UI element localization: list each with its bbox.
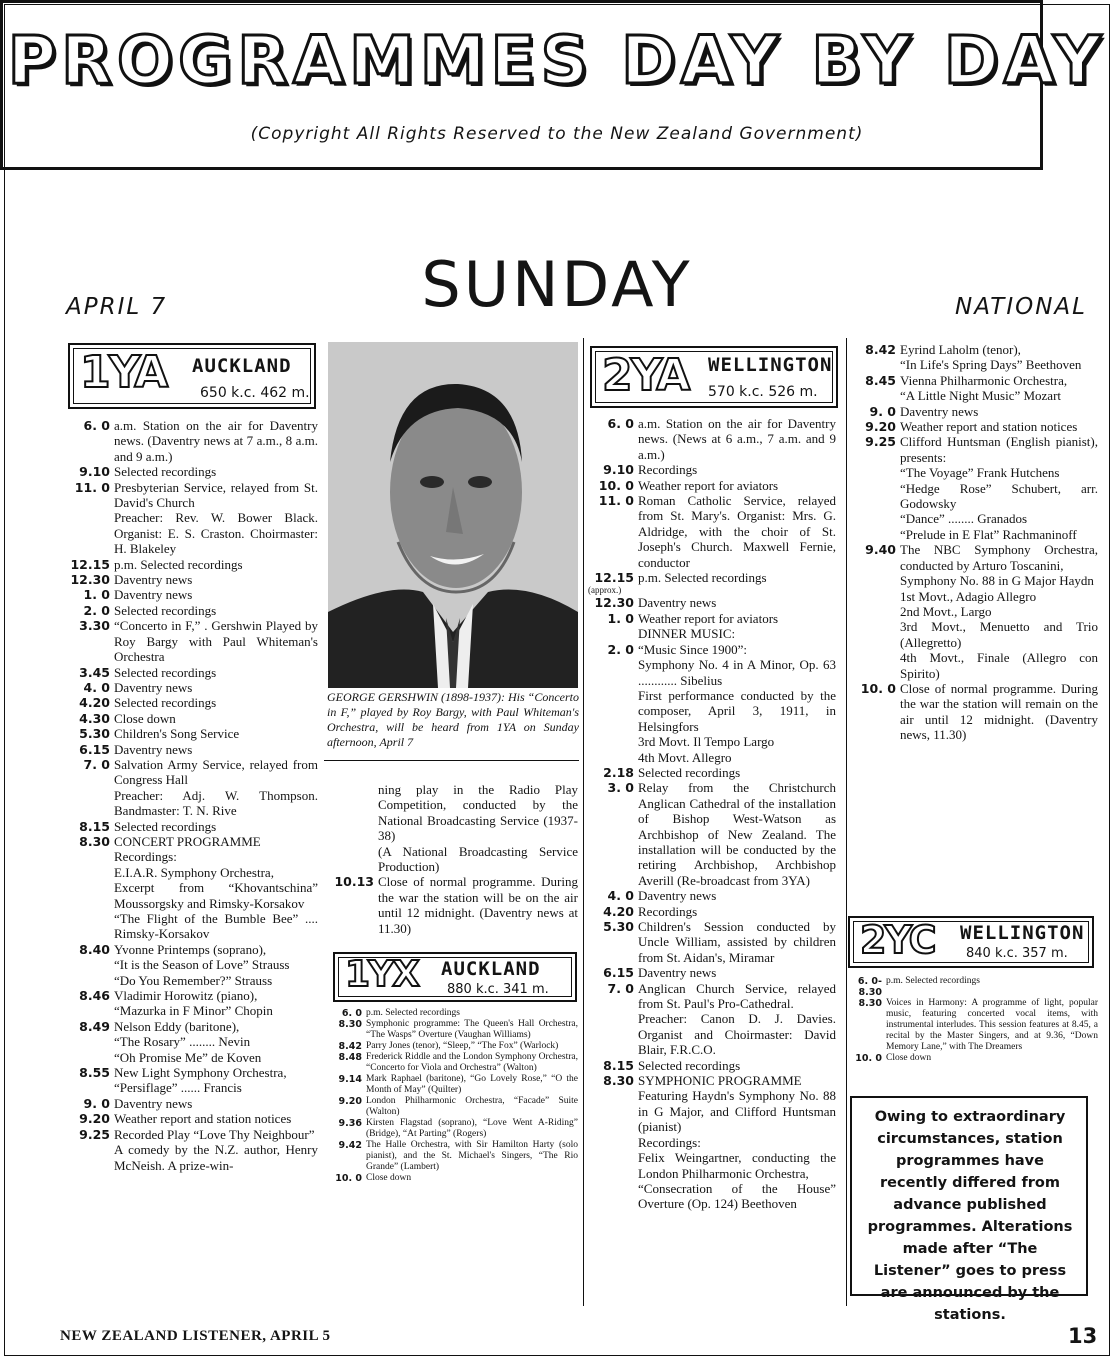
schedule-entry: Nelson Eddy (baritone), “The Rosary” ........ Nevin “Oh Promise Me” de Koven [114,1018,262,1065]
schedule-entry: Selected recordings [638,764,741,780]
schedule-entry: New Light Symphony Orchestra, “Persiflage” ...... Francis [114,1065,287,1096]
schedule-time: 10. 0 [598,477,634,493]
schedule-time: 11. 0 [598,493,634,509]
schedule-row [64,726,318,741]
schedule-entry: Daventry news [114,741,193,757]
schedule-time: 9.20 [865,419,896,435]
schedule-1yx [330,1008,578,1184]
schedule-time [328,782,378,874]
schedule-entry: The Halle Orchestra, with Sir Hamilton Harty (solo pianist), and the St. Michael's Singers, “The Rio Grande” (Lambert) [366,1140,578,1172]
schedule-row [64,1111,318,1126]
schedule-time: 12.30 [594,595,634,611]
schedule-time: 12.15 [70,556,110,572]
station-callsign: 2YC [860,918,935,962]
station-name: AUCKLAND [441,958,541,980]
schedule-entry: Vladimir Horowitz (piano), “Mazurka in F Minor” Chopin [114,988,273,1019]
schedule-row [588,780,836,888]
schedule-time: 12.30 [70,572,110,588]
footer-publication: NEW ZEALAND LISTENER, APRIL 5 [60,1328,331,1344]
schedule-time: 8.30 [603,1073,634,1089]
schedule-time: 8.15 [79,818,110,834]
schedule-row [64,557,318,572]
schedule-time: 6.15 [603,965,634,981]
schedule-row [64,988,318,1019]
schedule-entry: Weather report and station notices [900,419,1078,435]
schedule-entry: Vienna Philharmonic Orchestra, “A Little Night Music” Mozart [900,372,1068,404]
schedule-time: 8.48 [338,1052,362,1063]
portrait-image [328,342,578,688]
page-number: 13 [1068,1324,1098,1348]
schedule-entry: Daventry news [638,595,717,611]
schedule-row [64,587,318,602]
schedule-row [64,464,318,479]
station-callsign: 1YX [345,954,418,995]
schedule-row [64,572,318,587]
notice-text: Owing to extraordinary circumstances, station programmes have recently differed from advance published programmes. Alterations made after “The Listener” goes to press are announced by the stations. [867,1109,1073,1323]
schedule-row [64,834,318,942]
schedule-row [64,1127,318,1173]
schedule-time: 5.30 [603,919,634,934]
schedule-time: 6.15 [79,741,110,757]
schedule-time: 2. 0 [607,641,634,657]
station-callsign: 1YA [80,347,167,398]
schedule-entry: Symphonic programme: The Queen's Hall Orchestra, “The Wasps” Overture (Vaughan Williams) [366,1019,578,1040]
schedule-entry: Selected recordings [114,464,217,480]
schedule-time: 8.49 [79,1018,110,1034]
schedule-time: 9.25 [865,434,896,450]
station-frequency: 880 k.c. 341 m. [447,982,549,997]
schedule-row [850,373,1098,404]
schedule-entry: Daventry news [114,679,193,695]
schedule-time: 9. 0 [83,1095,110,1111]
schedule-time: 9.20 [338,1096,362,1107]
schedule-row [588,919,836,965]
schedule-row [330,1118,578,1140]
schedule-row [330,1008,578,1019]
schedule-entry: Roman Catholic Service, relayed from St. Mary's. Organist: Mrs. G. Aldridge, with the choir of St. Joseph's Church. Maxwell Fernie, conductor [638,493,836,570]
gershwin-portrait [328,342,578,688]
schedule-row [330,1074,578,1096]
schedule-row [588,888,836,903]
schedule-entry: SYMPHONIC PROGRAMME Featuring Haydn's Symphony No. 88 in G Major, and Clifford Huntsman (pianist) Recordings: Felix Weingartner, conducting the London Philharmonic Orchestra, “Consecration of the House” Overture (Op. 124) Beethoven [638,1073,836,1212]
schedule-row [850,404,1098,419]
schedule-time: 10.13 [334,874,374,890]
schedule-entry: Frederick Riddle and the London Symphony Orchestra, “Concerto for Viola and Orchestra” (Walton) [366,1052,578,1073]
notice-box [850,1096,1088,1323]
schedule-row [588,1058,836,1073]
schedule-entry: Weather report for aviators DINNER MUSIC: [638,610,779,642]
schedule-row [850,1053,1098,1064]
schedule-entry: Close down [886,1053,932,1063]
schedule-time: 4. 0 [607,888,634,904]
schedule-entry: Close down [114,710,176,726]
schedule-entry: Salvation Army Service, relayed from Congress Hall Preacher: Adj. W. Thompson. Bandmaster: T. N. Rive [114,756,318,819]
schedule-entry: Weather report for aviators [638,477,779,493]
schedule-row [588,765,836,780]
schedule-row [330,1140,578,1173]
caption-divider [324,760,579,761]
schedule-row [588,981,836,1058]
schedule-entry: p.m. Selected recordings [638,570,767,586]
schedule-row [330,1096,578,1118]
schedule-time: 9.14 [338,1074,362,1085]
schedule-entry: Selected recordings [114,602,217,618]
schedule-time: 6. 0-8.30 [857,976,882,998]
schedule-row [64,695,318,710]
schedule-entry: Recorded Play “Love Thy Neighbour” A comedy by the N.Z. author, Henry McNeish. A prize-win- [114,1126,318,1173]
station-frequency: 650 k.c. 462 m. [200,385,310,401]
schedule-entry: ning play in the Radio Play Competition, conducted by the National Broadcasting Service (1937-38) (A National Broadcasting Service Production) [378,782,578,875]
schedule-time: 8.45 [865,372,896,388]
schedule-time: 12.15 [594,570,634,586]
schedule-1ya-continued [328,782,578,936]
schedule-time: 5.30 [79,726,110,742]
schedule-time: 6. 0 [341,1008,362,1019]
schedule-time: 8.30 [338,1019,362,1030]
masthead [0,0,1107,170]
schedule-entry: Daventry news [638,965,717,981]
schedule-entry: “Music Since 1900”: Symphony No. 4 in A Minor, Op. 63 ............ Sibelius First performance conducted by the composer, April 3, 1911, in Helsingfors 3rd Movt. Il Tempo Largo 4th Movt. Allegro [638,641,836,765]
schedule-time: 4. 0 [83,679,110,695]
schedule-time: 4.20 [79,695,110,711]
schedule-entry: Recordings [638,462,698,478]
schedule-entry: Weather report and station notices [114,1111,292,1127]
column-divider [846,338,847,1306]
schedule-row [588,1073,836,1212]
station-name: WELLINGTON [708,354,833,376]
schedule-row [588,965,836,980]
schedule-time: 8.55 [79,1065,110,1081]
schedule-row [64,1019,318,1065]
schedule-row [850,342,1098,373]
schedule-entry: CONCERT PROGRAMME Recordings: E.I.A.R. Symphony Orchestra, Excerpt from “Khovantschina” Moussorgsky and Rimsky-Korsakov “The Flight of the Bumble Bee” .... Rimsky-Korsakov [114,833,318,942]
schedule-2ya [588,416,836,1212]
schedule-time: 1. 0 [83,587,110,603]
schedule-entry: Voices in Harmony: A programme of light, popular music, featuring concerted vocal items, with instrumental interludes. This session features at 8.45, a recital by the Master Singers, and at 9.36, “Down Memory Lane,” with The Dreamers [886,998,1098,1052]
schedule-entry: Children's Song Service [114,726,240,742]
schedule-entry: Selected recordings [638,1057,741,1073]
schedule-time: 7. 0 [607,980,634,996]
schedule-row [64,665,318,680]
schedule-row [588,642,836,765]
schedule-time: 9.20 [79,1111,110,1127]
schedule-entry: p.m. Selected recordings [886,976,980,986]
schedule-time: 6. 0 [607,416,634,431]
schedule-row [64,1065,318,1096]
schedule-time: 9.36 [338,1118,362,1129]
schedule-time: 1. 0 [607,610,634,626]
schedule-row [64,711,318,726]
schedule-row [64,942,318,988]
schedule-entry: Children's Session conducted by Uncle William, assisted by children from St. Aidan's, Miramar [638,919,836,965]
schedule-2ya-continued [850,342,1098,743]
schedule-row [588,416,836,462]
schedule-row [328,874,578,936]
schedule-entry: Yvonne Printemps (soprano), “It is the Season of Love” Strauss “Do You Remember?” Strauss [114,941,290,988]
station-frequency: 570 k.c. 526 m. [708,384,818,400]
schedule-row [588,904,836,919]
schedule-row [64,618,318,664]
station-callsign: 2YA [602,350,689,401]
schedule-row [588,570,836,585]
schedule-entry: Close of normal programme. During the war the station will remain on the air until 12 midnight. (Daventry news, 11.30) [900,680,1098,743]
schedule-entry: Close down [366,1173,412,1183]
schedule-time: 3. 0 [607,780,634,796]
schedule-entry: London Philharmonic Orchestra, “Facade” Suite (Walton) [366,1096,578,1117]
schedule-time: 8.15 [603,1057,634,1073]
schedule-entry: a.m. Station on the air for Daventry news. (News at 6 a.m., 7 a.m. and 9 a.m.) [638,416,836,462]
schedule-time: 4.30 [79,710,110,726]
schedule-entry: Eyrind Laholm (tenor), “In Life's Spring Days” Beethoven [900,342,1082,373]
approx-note: (approx.) [588,585,622,596]
schedule-time: 9.10 [603,462,634,478]
schedule-time: 9.40 [865,542,896,558]
schedule-entry: Relay from the Christchurch Anglican Cathedral of the installation of Bishop West-Watson as Archbishop of New Zealand. The installation will be conducted by the retiring Archbishop, Archbishop Averill (Re-broadcast from 3YA) [638,780,836,888]
station-frequency: 840 k.c. 357 m. [966,946,1068,961]
schedule-time: 2.18 [603,764,634,780]
schedule-row [330,1041,578,1052]
schedule-time: 9.25 [79,1126,110,1142]
schedule-row [330,1052,578,1074]
date-label: APRIL 7 [66,294,168,320]
schedule-row [850,419,1098,434]
station-box-1ya [68,343,316,409]
station-name: AUCKLAND [192,355,292,377]
schedule-entry: p.m. Selected recordings [114,556,243,572]
schedule-row [850,998,1098,1053]
schedule-time: 8.42 [338,1041,362,1052]
schedule-entry: Selected recordings [114,818,217,834]
schedule-row [64,480,318,557]
day-heading: SUNDAY [421,248,693,321]
schedule-2yc [850,976,1098,1064]
photo-caption: GEORGE GERSHWIN (1898-1937): His “Concerto in F,” played by Roy Bargy, with Paul Whiteman's Orchestra, will be heard from 1YA on Sunday afternoon, April 7 [327,690,579,749]
schedule-entry: Close of normal programme. During the war the station will be on the air until 12 midnight. (Daventry news at 11.30) [378,874,578,936]
schedule-entry: Parry Jones (tenor), “Sleep,” “The Fox” (Warlock) [366,1041,559,1051]
schedule-row [850,434,1098,542]
schedule-time: 4.20 [603,903,634,919]
schedule-time: 8.30 [79,833,110,849]
schedule-row [850,976,1098,998]
schedule-time: 8.42 [865,342,896,357]
schedule-row [64,603,318,618]
schedule-entry: Mark Raphael (baritone), “Go Lovely Rose,” “O the Month of May” (Quilter) [366,1074,578,1095]
schedule-entry: a.m. Station on the air for Daventry news. (Daventry news at 7 a.m., 8 a.m. and 9 a.m.) [114,418,318,464]
schedule-row [64,680,318,695]
schedule-time: 8.40 [79,941,110,957]
schedule-row [330,1019,578,1041]
network-label: NATIONAL [955,294,1087,320]
schedule-1ya [64,418,318,1173]
schedule-entry: Daventry news [900,403,979,419]
schedule-time: 9. 0 [869,403,896,419]
schedule-entry: Selected recordings [114,695,217,711]
schedule-time: 11. 0 [74,479,110,495]
schedule-entry: Selected recordings [114,664,217,680]
schedule-row [64,418,318,464]
schedule-entry: Presbyterian Service, relayed from St. David's Church Preacher: Rev. W. Bower Black. Organist: E. S. Craston. Choirmaster: H. Blakeley [114,479,318,557]
schedule-entry: Anglican Church Service, relayed from St. Paul's Pro-Cathedral. Preacher: Canon D. J. Davies. Organist and Choirmaster: David Blair, F.R.C.O. [638,980,836,1058]
schedule-row [850,542,1098,681]
schedule-time: 3.30 [79,618,110,634]
schedule-entry: Daventry news [114,1095,193,1111]
schedule-time: 9.42 [338,1140,362,1151]
schedule-row [64,819,318,834]
schedule-entry: p.m. Selected recordings [366,1008,460,1018]
copyright-notice: (Copyright All Rights Reserved to the New Zealand Government) [250,124,864,144]
station-box-1yx [333,952,577,1002]
station-box-2yc [848,916,1094,968]
station-name: WELLINGTON [960,922,1085,944]
schedule-entry: Daventry news [638,888,717,904]
schedule-entry: Clifford Huntsman (English pianist), presents: “The Voyage” Frank Hutchens “Hedge Rose” Schubert, arr. Godowsky “Dance” ........ Granados “Prelude in E Flat” Rachmaninoff [900,434,1098,542]
column-divider [583,338,584,1306]
schedule-row [64,742,318,757]
schedule-time: 6. 0 [83,418,110,433]
schedule-time: 3.45 [79,664,110,680]
schedule-time: 7. 0 [83,756,110,772]
schedule-time: 10. 0 [855,1053,882,1064]
schedule-row [328,782,578,874]
schedule-row [850,681,1098,743]
schedule-row [64,757,318,819]
schedule-entry: Recordings [638,903,698,919]
station-box-2ya [590,346,838,408]
schedule-time: 9.10 [79,464,110,480]
schedule-row [588,611,836,642]
schedule-time: 10. 0 [860,680,896,696]
schedule-row [64,1096,318,1111]
schedule-entry: Kirsten Flagstad (soprano), “Love Went A-Riding” (Bridge), “At Parting” (Rogers) [366,1118,578,1139]
schedule-entry: “Concerto in F,” . Gershwin Played by Roy Bargy with Paul Whiteman's Orchestra [114,618,318,665]
schedule-time: 8.46 [79,988,110,1004]
schedule-row [588,478,836,493]
schedule-entry: The NBC Symphony Orchestra, conducted by Arturo Toscanini, Symphony No. 88 in G Major Haydn 1st Movt., Adagio Allegro 2nd Movt., Largo 3rd Movt., Menuetto and Trio (Allegretto) 4th Movt., Finale (Allegro con Spirito) [900,542,1098,681]
schedule-time: 10. 0 [335,1173,362,1184]
schedule-row [588,595,836,610]
schedule-entry: Daventry news [114,572,193,588]
schedule-row [330,1173,578,1184]
schedule-row [588,462,836,477]
schedule-time: 2. 0 [83,602,110,618]
schedule-time: 8.30 [858,998,882,1009]
schedule-entry: Daventry news [114,587,193,603]
page-title: PROGRAMMES DAY BY DAY [7,22,1107,99]
schedule-row [588,493,836,570]
